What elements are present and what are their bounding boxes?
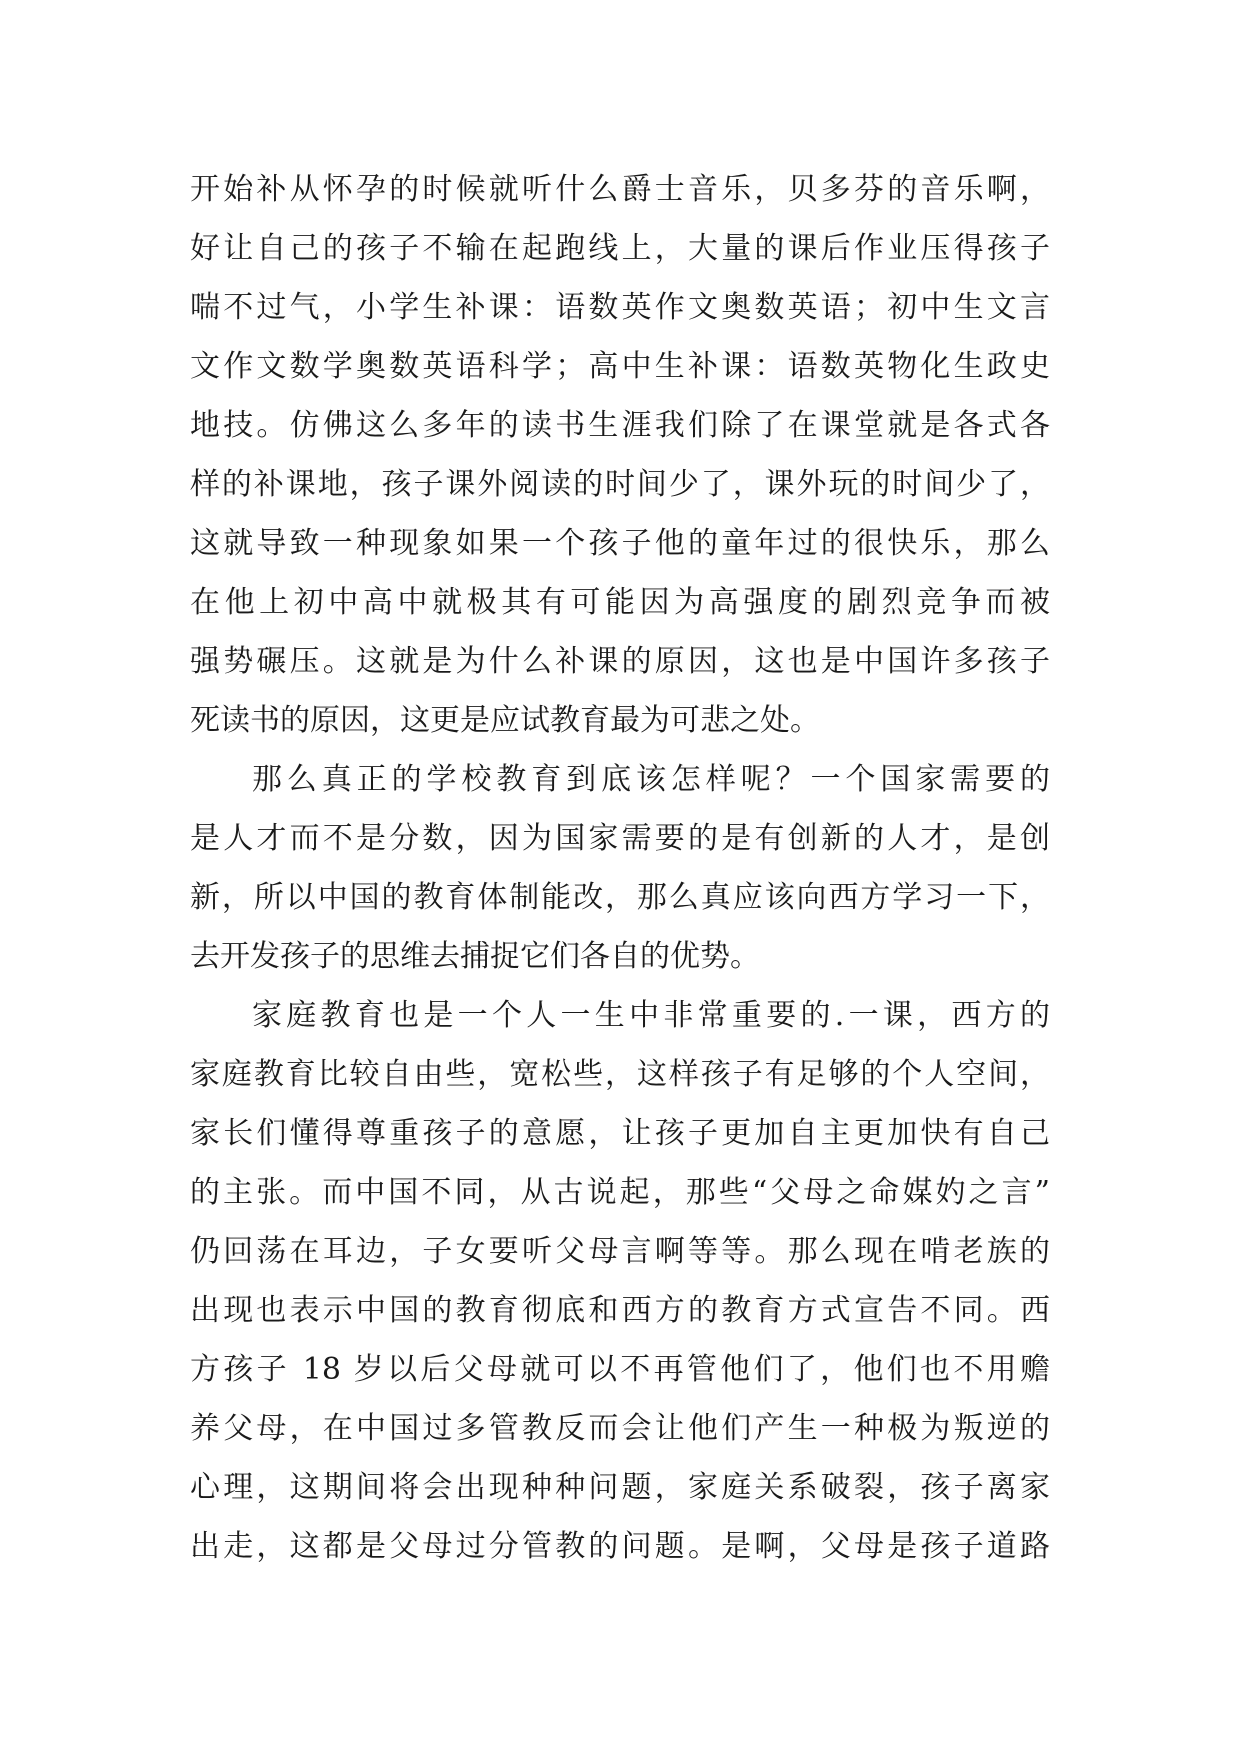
text-line: 这就导致一种现象如果一个孩子他的童年过的很快乐，那么 — [190, 526, 1050, 561]
text-line: 家庭教育比较自由些，宽松些，这样孩子有足够的个人空间， — [190, 1057, 1050, 1092]
paragraph-start-line: 家庭教育也是一个人一生中非常重要的.一课，西方的 — [252, 998, 1050, 1033]
paragraph-end-line: 去开发孩子的思维去捕捉它们各自的优势。 — [190, 939, 760, 974]
text-line: 家长们懂得尊重孩子的意愿，让孩子更加自主更加快有自己 — [190, 1116, 1050, 1151]
text-line: 样的补课地，孩子课外阅读的时间少了，课外玩的时间少了， — [190, 467, 1050, 502]
text-line: 喘不过气，小学生补课：语数英作文奥数英语；初中生文言 — [190, 290, 1050, 325]
text-line: 好让自己的孩子不输在起跑线上，大量的课后作业压得孩子 — [190, 231, 1050, 266]
text-line: 方孩子 18 岁以后父母就可以不再管他们了，他们也不用赡 — [190, 1352, 1050, 1387]
paragraph-end-line: 死读书的原因，这更是应试教育最为可悲之处。 — [190, 703, 820, 738]
text-line: 开始补从怀孕的时候就听什么爵士音乐，贝多芬的音乐啊， — [190, 172, 1050, 207]
text-line: 的主张。而中国不同，从古说起，那些“父母之命媒妁之言” — [190, 1175, 1050, 1210]
text-line: 是人才而不是分数，因为国家需要的是有创新的人才，是创 — [190, 821, 1050, 856]
text-line: 地技。仿佛这么多年的读书生涯我们除了在课堂就是各式各 — [190, 408, 1050, 443]
text-line: 文作文数学奥数英语科学；高中生补课：语数英物化生政史 — [190, 349, 1050, 384]
paragraph-start-line: 那么真正的学校教育到底该怎样呢？一个国家需要的 — [252, 762, 1050, 797]
text-line: 仍回荡在耳边，子女要听父母言啊等等。那么现在啃老族的 — [190, 1234, 1050, 1269]
text-line: 出走，这都是父母过分管教的问题。是啊，父母是孩子道路 — [190, 1529, 1050, 1564]
document-body — [190, 160, 1050, 1576]
text-line: 新，所以中国的教育体制能改，那么真应该向西方学习一下， — [190, 880, 1050, 915]
text-line: 出现也表示中国的教育彻底和西方的教育方式宣告不同。西 — [190, 1293, 1050, 1328]
text-line: 强势碾压。这就是为什么补课的原因，这也是中国许多孩子 — [190, 644, 1050, 679]
text-line: 在他上初中高中就极其有可能因为高强度的剧烈竞争而被 — [190, 585, 1050, 620]
text-line: 心理，这期间将会出现种种问题，家庭关系破裂，孩子离家 — [190, 1470, 1050, 1505]
text-line: 养父母，在中国过多管教反而会让他们产生一种极为叛逆的 — [190, 1411, 1050, 1446]
